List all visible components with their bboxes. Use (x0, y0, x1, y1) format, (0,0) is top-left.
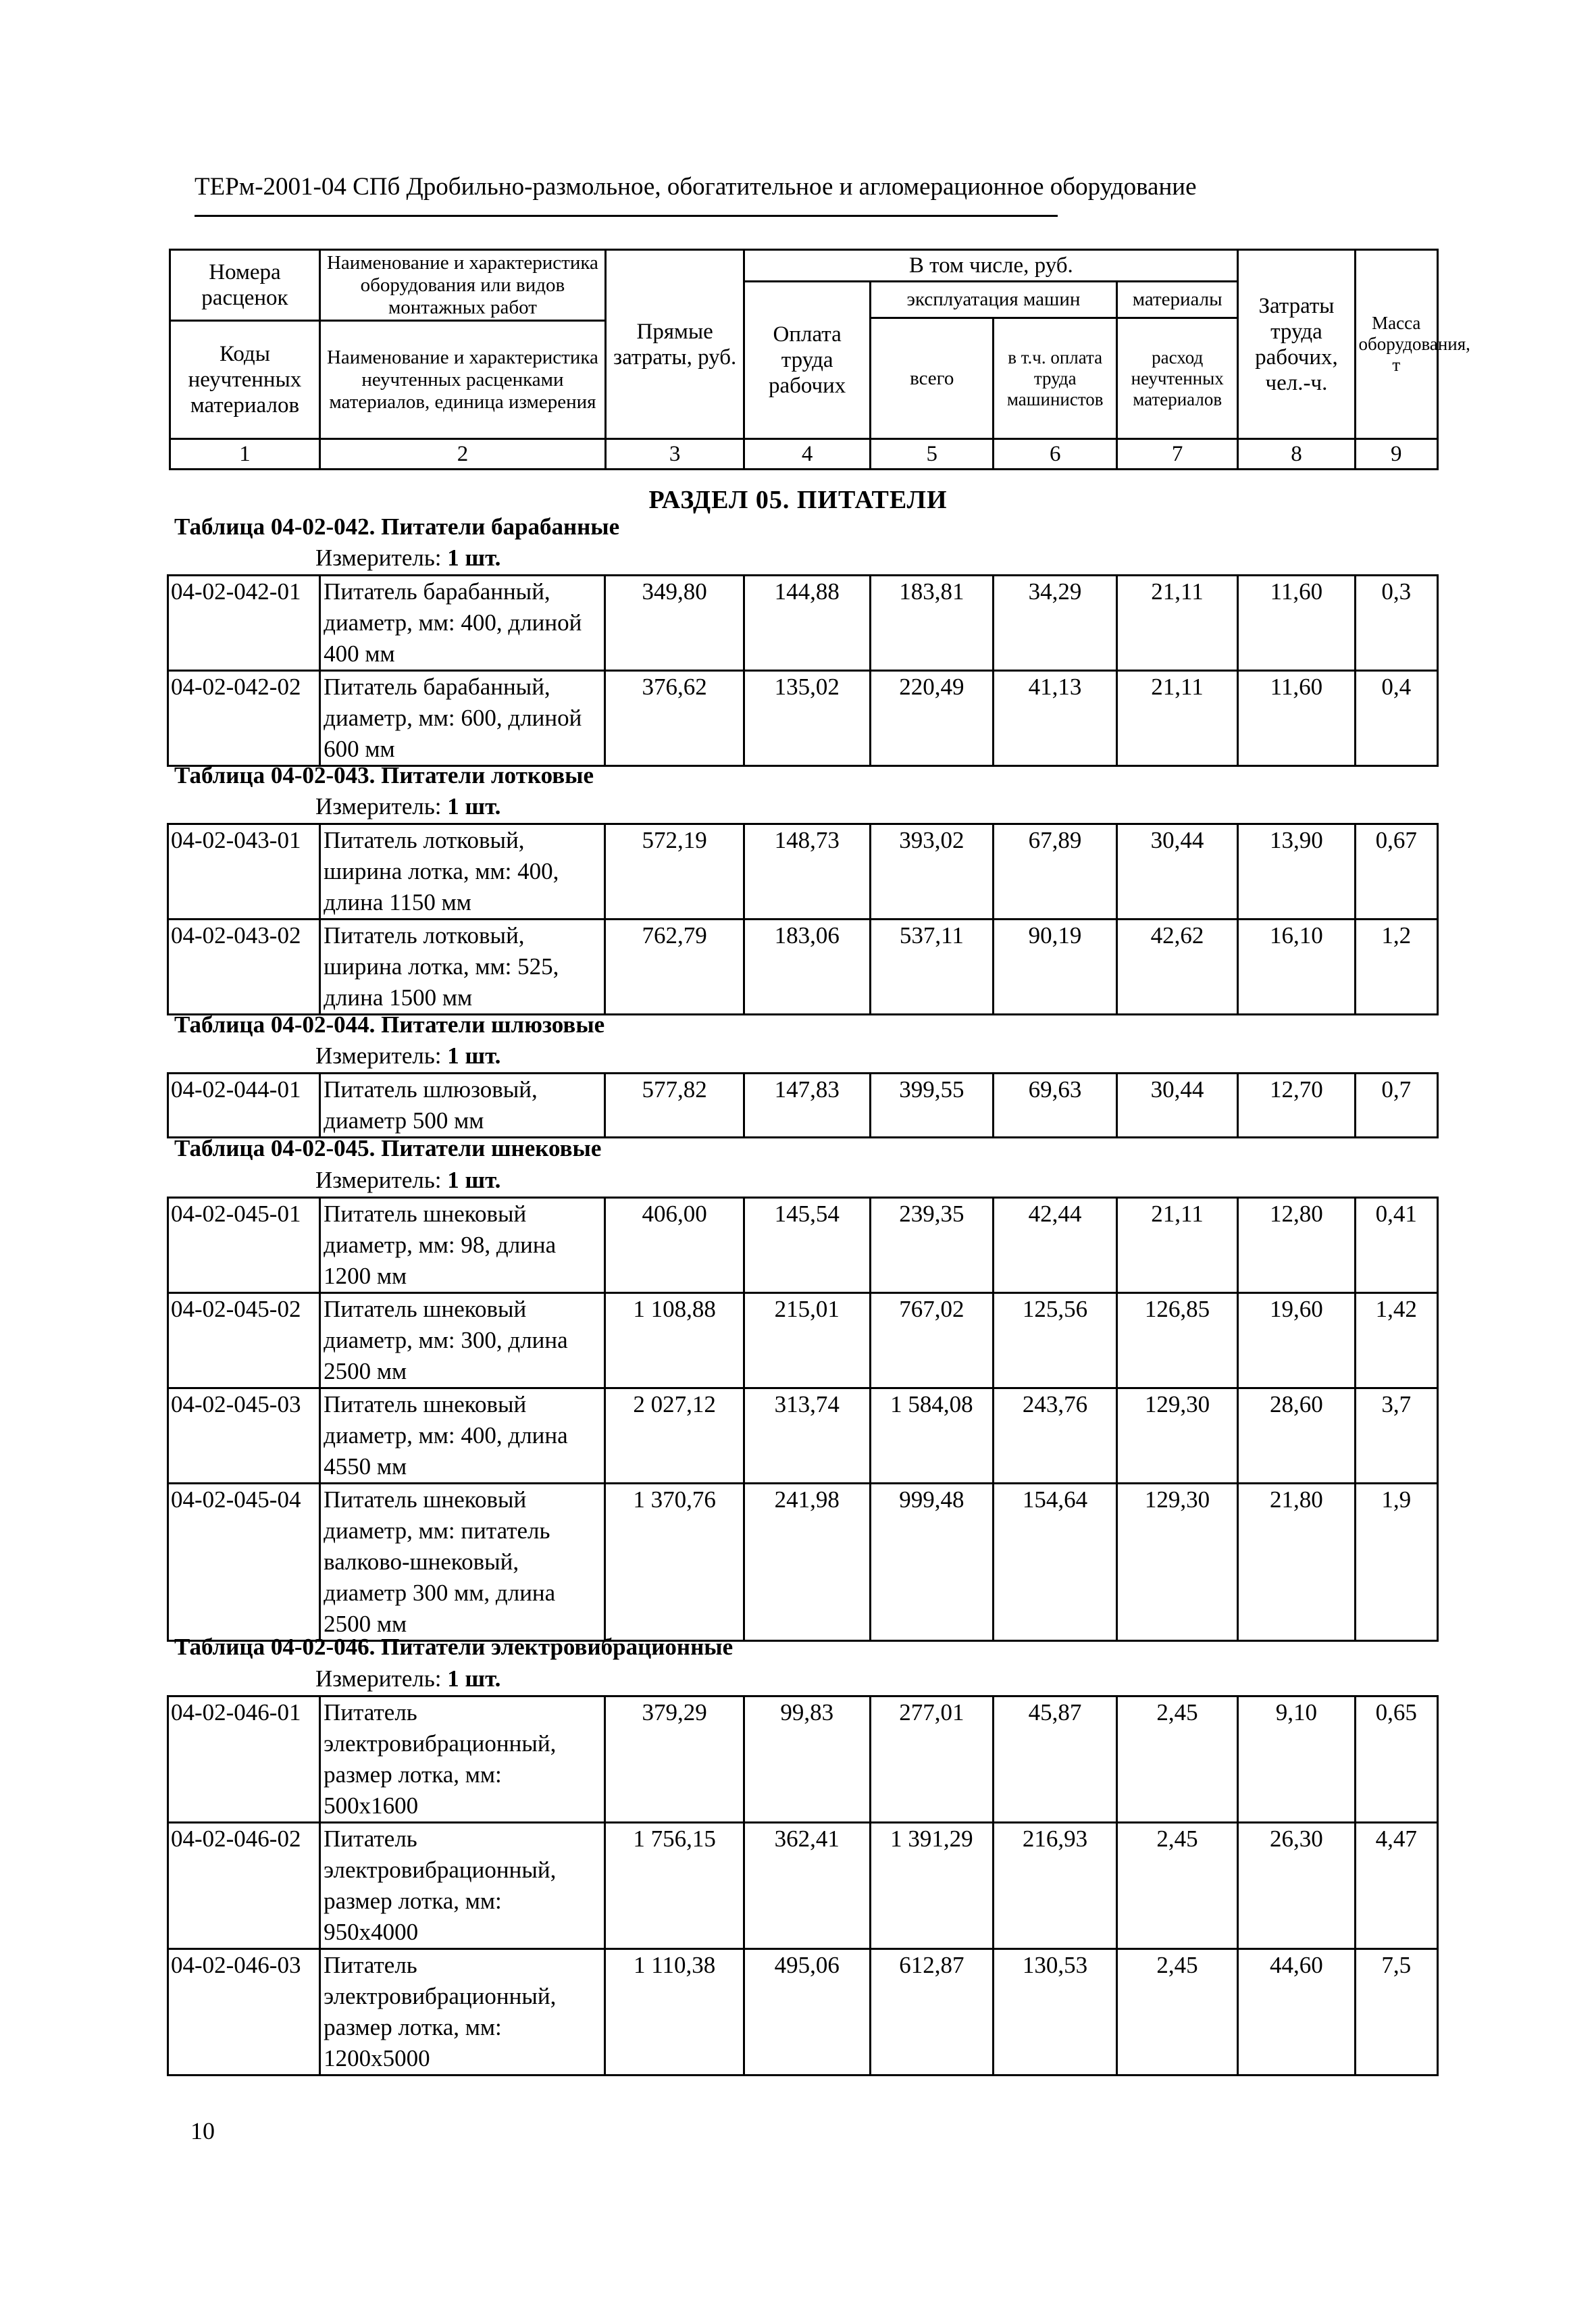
labor-pay: 99,83 (744, 1696, 870, 1823)
equipment-mass: 1,9 (1355, 1484, 1437, 1641)
labor-hours: 11,60 (1238, 576, 1355, 671)
machinist-pay: 45,87 (994, 1696, 1117, 1823)
machines-total: 537,11 (870, 920, 994, 1015)
unit-value: 1 шт. (447, 1167, 501, 1193)
labor-pay: 135,02 (744, 671, 870, 766)
table-row (168, 1949, 1438, 2076)
header-col5: всего (870, 318, 994, 439)
rate-name: Питатель электровибрационный, размер лотка, мм: 1200х5000 (320, 1949, 605, 2076)
header-col7: расход неучтенных материалов (1116, 318, 1237, 439)
labor-hours: 21,80 (1238, 1484, 1355, 1641)
header-number: 7 (1116, 439, 1237, 470)
direct-costs: 379,29 (605, 1696, 744, 1823)
labor-hours: 44,60 (1238, 1949, 1355, 2076)
unit-line (315, 1665, 500, 1692)
equipment-mass: 4,47 (1355, 1823, 1437, 1949)
column-header-table (169, 249, 1470, 470)
unit-line (315, 1167, 500, 1194)
table-title: Таблица 04-02-042. Питатели барабанные (174, 513, 620, 540)
rate-code: 04-02-045-02 (168, 1293, 320, 1388)
rate-code: 04-02-042-02 (168, 671, 320, 766)
direct-costs: 1 756,15 (605, 1823, 744, 1949)
direct-costs: 376,62 (605, 671, 744, 766)
rates-table (167, 1695, 1439, 2076)
header-col8: Затраты труда рабочих, чел.-ч. (1238, 250, 1355, 439)
machines-total: 239,35 (870, 1198, 994, 1293)
header-number: 9 (1355, 439, 1437, 470)
labor-hours: 28,60 (1238, 1388, 1355, 1484)
direct-costs: 2 027,12 (605, 1388, 744, 1484)
machinist-pay: 154,64 (994, 1484, 1117, 1641)
unit-value: 1 шт. (447, 1042, 501, 1069)
machinist-pay: 125,56 (994, 1293, 1117, 1388)
header-col9: Масса оборудования, т (1355, 250, 1437, 439)
rates-table (167, 574, 1439, 767)
header-number: 4 (744, 439, 871, 470)
machines-total: 612,87 (870, 1949, 994, 2076)
table-row (168, 1293, 1438, 1388)
machines-total: 393,02 (870, 824, 994, 920)
machinist-pay: 90,19 (994, 920, 1117, 1015)
header-number: 8 (1238, 439, 1355, 470)
materials-use: 2,45 (1116, 1949, 1237, 2076)
machines-total: 220,49 (870, 671, 994, 766)
rate-name: Питатель барабанный, диаметр, мм: 400, длиной 400 мм (320, 576, 605, 671)
unit-line (315, 1042, 500, 1070)
machinist-pay: 42,44 (994, 1198, 1117, 1293)
machines-total: 999,48 (870, 1484, 994, 1641)
unit-label: Измеритель: (315, 1042, 442, 1069)
labor-hours: 13,90 (1238, 824, 1355, 920)
direct-costs: 572,19 (605, 824, 744, 920)
rate-code: 04-02-045-04 (168, 1484, 320, 1641)
materials-use: 2,45 (1116, 1696, 1237, 1823)
labor-pay: 362,41 (744, 1823, 870, 1949)
labor-pay: 183,06 (744, 920, 870, 1015)
rate-code: 04-02-043-01 (168, 824, 320, 920)
rate-code: 04-02-042-01 (168, 576, 320, 671)
labor-hours: 16,10 (1238, 920, 1355, 1015)
rate-name: Питатель электровибрационный, размер лотка, мм: 950х4000 (320, 1823, 605, 1949)
table-title: Таблица 04-02-043. Питатели лотковые (174, 762, 594, 788)
machinist-pay: 67,89 (994, 824, 1117, 920)
machines-total: 399,55 (870, 1074, 994, 1138)
unit-line (315, 545, 500, 572)
rate-name: Питатель шнековый диаметр, мм: 98, длина 1200 мм (320, 1198, 605, 1293)
labor-hours: 26,30 (1238, 1823, 1355, 1949)
machinist-pay: 69,63 (994, 1074, 1117, 1138)
direct-costs: 1 110,38 (605, 1949, 744, 2076)
unit-value: 1 шт. (447, 545, 501, 571)
header-number: 2 (319, 439, 605, 470)
equipment-mass: 0,67 (1355, 824, 1437, 920)
rates-table (167, 1197, 1439, 1642)
unit-label: Измеритель: (315, 793, 442, 820)
labor-pay: 148,73 (744, 824, 870, 920)
header-group: В том числе, руб. (744, 250, 1238, 282)
header-number: 5 (870, 439, 994, 470)
labor-pay: 144,88 (744, 576, 870, 671)
materials-use: 21,11 (1116, 671, 1237, 766)
unit-label: Измеритель: (315, 545, 442, 571)
header-subgroup-machines: эксплуатация машин (870, 282, 1116, 318)
rate-name: Питатель лотковый, ширина лотка, мм: 400, длина 1150 мм (320, 824, 605, 920)
machinist-pay: 41,13 (994, 671, 1117, 766)
rate-name: Питатель шлюзовый, диаметр 500 мм (320, 1074, 605, 1138)
machines-total: 1 391,29 (870, 1823, 994, 1949)
direct-costs: 406,00 (605, 1198, 744, 1293)
rate-code: 04-02-046-01 (168, 1696, 320, 1823)
rate-code: 04-02-043-02 (168, 920, 320, 1015)
machinist-pay: 243,76 (994, 1388, 1117, 1484)
machines-total: 767,02 (870, 1293, 994, 1388)
table-title: Таблица 04-02-046. Питатели электровибрационные (174, 1634, 733, 1660)
rate-code: 04-02-046-02 (168, 1823, 320, 1949)
table-row (168, 1074, 1438, 1138)
rate-name: Питатель шнековый диаметр, мм: 300, длина 2500 мм (320, 1293, 605, 1388)
machines-total: 277,01 (870, 1696, 994, 1823)
header-col4: Оплата труда рабочих (744, 282, 871, 439)
machines-total: 1 584,08 (870, 1388, 994, 1484)
rate-name: Питатель шнековый диаметр, мм: питатель валково-шнековый, диаметр 300 мм, длина 2500 мм (320, 1484, 605, 1641)
header-number: 6 (994, 439, 1117, 470)
machinist-pay: 216,93 (994, 1823, 1117, 1949)
direct-costs: 1 370,76 (605, 1484, 744, 1641)
table-row (168, 671, 1438, 766)
materials-use: 126,85 (1116, 1293, 1237, 1388)
table-row (168, 1388, 1438, 1484)
equipment-mass: 0,4 (1355, 671, 1437, 766)
equipment-mass: 1,42 (1355, 1293, 1437, 1388)
labor-hours: 19,60 (1238, 1293, 1355, 1388)
labor-pay: 215,01 (744, 1293, 870, 1388)
labor-hours: 9,10 (1238, 1696, 1355, 1823)
title-rule (195, 215, 1058, 217)
unit-value: 1 шт. (447, 1665, 501, 1692)
materials-use: 2,45 (1116, 1823, 1237, 1949)
table-title: Таблица 04-02-044. Питатели шлюзовые (174, 1011, 605, 1038)
header-col3: Прямые затраты, руб. (606, 250, 744, 439)
page-number: 10 (190, 2117, 215, 2144)
rate-code: 04-02-046-03 (168, 1949, 320, 2076)
header-col1-bottom: Коды неучтенных материалов (188, 342, 302, 418)
materials-use: 21,11 (1116, 576, 1237, 671)
labor-pay: 495,06 (744, 1949, 870, 2076)
header-col2-bottom: Наименование и характеристика неучтенных расценками материалов, единица измерения (326, 346, 598, 413)
materials-use: 129,30 (1116, 1484, 1237, 1641)
unit-value: 1 шт. (447, 793, 501, 820)
header-col6: в т.ч. оплата труда машинистов (994, 318, 1117, 439)
equipment-mass: 1,2 (1355, 920, 1437, 1015)
unit-label: Измеритель: (315, 1665, 442, 1692)
direct-costs: 577,82 (605, 1074, 744, 1138)
machinist-pay: 34,29 (994, 576, 1117, 671)
header-subgroup-materials: материалы (1116, 282, 1237, 318)
table-row (168, 920, 1438, 1015)
table-row (168, 824, 1438, 920)
header-number: 3 (606, 439, 744, 470)
rates-table (167, 823, 1439, 1015)
header-col1 (170, 250, 320, 439)
labor-pay: 241,98 (744, 1484, 870, 1641)
direct-costs: 1 108,88 (605, 1293, 744, 1388)
direct-costs: 762,79 (605, 920, 744, 1015)
rate-name: Питатель барабанный, диаметр, мм: 600, длиной 600 мм (320, 671, 605, 766)
labor-hours: 11,60 (1238, 671, 1355, 766)
machines-total: 183,81 (870, 576, 994, 671)
labor-pay: 313,74 (744, 1388, 870, 1484)
equipment-mass: 3,7 (1355, 1388, 1437, 1484)
equipment-mass: 0,41 (1355, 1198, 1437, 1293)
equipment-mass: 0,3 (1355, 576, 1437, 671)
unit-line (315, 793, 500, 820)
materials-use: 42,62 (1116, 920, 1237, 1015)
table-row (168, 1823, 1438, 1949)
header-col2-top: Наименование и характеристика оборудования или видов монтажных работ (321, 251, 604, 322)
document-title: ТЕРм-2001-04 СПб Дробильно-размольное, обогатительное и агломерационное оборудование (195, 173, 1197, 201)
equipment-mass: 7,5 (1355, 1949, 1437, 2076)
rate-name: Питатель электровибрационный, размер лотка, мм: 500х1600 (320, 1696, 605, 1823)
equipment-mass: 0,65 (1355, 1696, 1437, 1823)
rate-name: Питатель лотковый, ширина лотка, мм: 525, длина 1500 мм (320, 920, 605, 1015)
header-number: 1 (170, 439, 320, 470)
table-title: Таблица 04-02-045. Питатели шнековые (174, 1135, 602, 1161)
equipment-mass: 0,7 (1355, 1074, 1437, 1138)
machinist-pay: 130,53 (994, 1949, 1117, 2076)
unit-label: Измеритель: (315, 1167, 442, 1193)
table-row (168, 1484, 1438, 1641)
labor-hours: 12,80 (1238, 1198, 1355, 1293)
rate-code: 04-02-044-01 (168, 1074, 320, 1138)
materials-use: 21,11 (1116, 1198, 1237, 1293)
materials-use: 30,44 (1116, 1074, 1237, 1138)
labor-hours: 12,70 (1238, 1074, 1355, 1138)
materials-use: 30,44 (1116, 824, 1237, 920)
header-col2 (319, 250, 605, 439)
materials-use: 129,30 (1116, 1388, 1237, 1484)
table-row (168, 576, 1438, 671)
rate-code: 04-02-045-03 (168, 1388, 320, 1484)
rate-code: 04-02-045-01 (168, 1198, 320, 1293)
rate-name: Питатель шнековый диаметр, мм: 400, длина 4550 мм (320, 1388, 605, 1484)
rates-table (167, 1072, 1439, 1138)
direct-costs: 349,80 (605, 576, 744, 671)
table-row (168, 1198, 1438, 1293)
labor-pay: 145,54 (744, 1198, 870, 1293)
labor-pay: 147,83 (744, 1074, 870, 1138)
header-col1-top: Номера расценок (171, 251, 319, 322)
section-title: РАЗДЕЛ 05. ПИТАТЕЛИ (648, 486, 948, 514)
table-row (168, 1696, 1438, 1823)
